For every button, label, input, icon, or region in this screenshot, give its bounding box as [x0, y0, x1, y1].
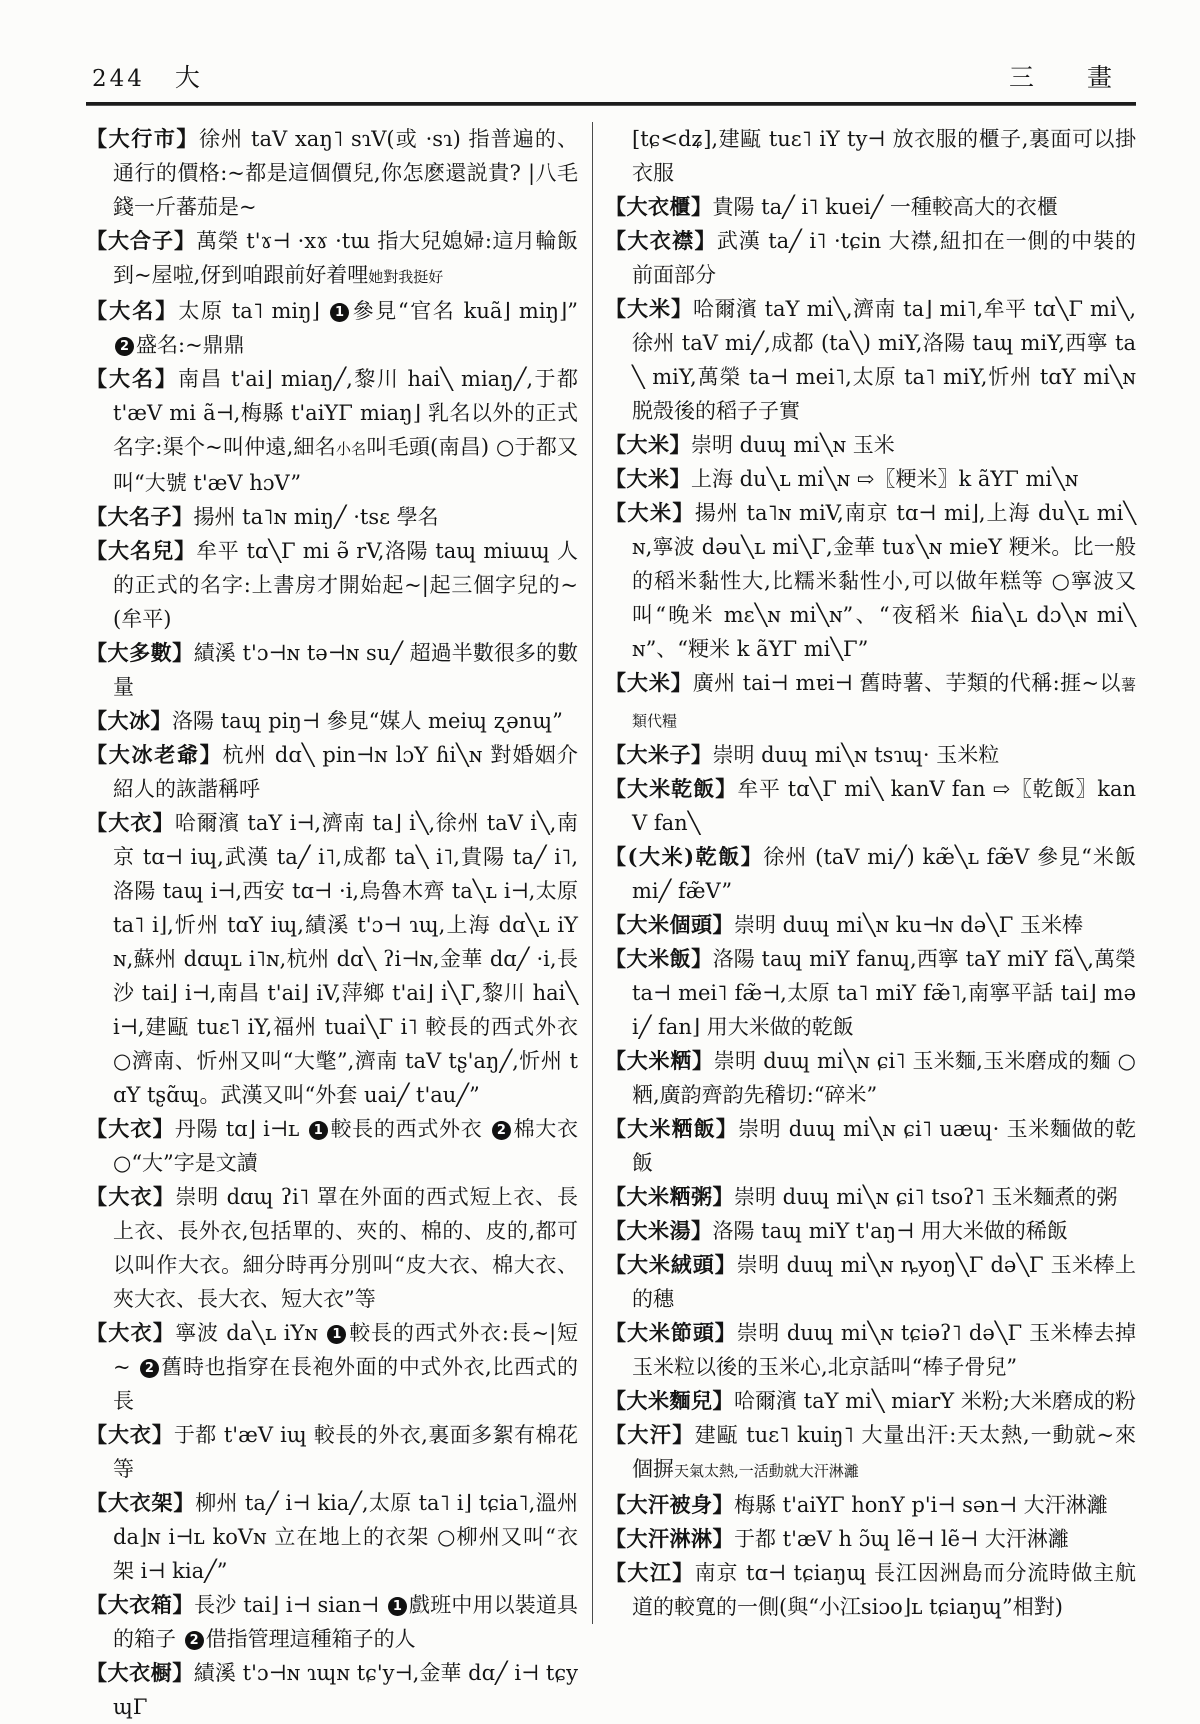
- dict-entry: [605, 1556, 1136, 1624]
- entry-headword: 【大米麵兒】: [605, 1388, 734, 1413]
- circled-number: 2: [185, 1631, 204, 1650]
- entry-headword: 【大名】: [86, 298, 179, 323]
- entry-body-text: 牟平 tɑ╲Γ mi ə̃ rV,洛陽 taɰ miɯɰ 人的正式的名字:上書房才開始起~|起三個字兒的~(牟平): [113, 539, 578, 631]
- entry-headword: 【大米】: [605, 296, 693, 321]
- dict-entry: [605, 1248, 1136, 1316]
- dict-entry: [86, 362, 578, 500]
- entry-small-note: 她對我挺好: [368, 268, 444, 286]
- entry-headword: 【大米粞飯】: [605, 1116, 739, 1141]
- entry-body-text: 揚州 ta˥ɴ miV,南京 tɑ⊣ mi⌋,上海 du╲ʟ mi╲ɴ,寧波 dəu╲ʟ mi╲Γ,金華 tuɤ╲ɴ mieY 粳米。比一般的稻米黏性大,比糯米黏性小,可以做年糕等 ○寧波又叫“晚米 mɛ╲ɴ mi╲ɴ”、“夜稻米 ɦia╲ʟ dɔ╲ɴ mi╲ɴ”、“粳米 k ãYΓ mi╲Γ”: [632, 501, 1136, 661]
- entry-body-text: 崇明 duɰ mi╲ɴ ɕi˥ 玉米麵,玉米磨成的麵 ○粞,廣韵齊韵先稽切:“碎米”: [632, 1049, 1136, 1107]
- entry-headword: 【大衣】: [86, 1320, 176, 1345]
- entry-headword: 【大衣橱】: [86, 1660, 194, 1685]
- entry-body-text: 哈爾濱 taY i⊣,濟南 ta⌋ i╲,徐州 taV i╲,南京 tɑ⊣ iɰ,武漢 ta╱ i˥,成都 ta╲ i˥,貴陽 ta╱ i˥,洛陽 taɰ i⊣,西安 tɑ⊣ ·i,烏魯木齊 ta╲ʟ i⊣,太原 ta˥ i⌋,忻州 tɑY iɰ,績溪 t'ɔ⊣ ɿɰ,上海 dɑ╲ʟ iYɴ,蘇州 dɑɰʟ i˥ɴ,杭州 dɑ╲ ʔi⊣ɴ,金華 dɑ╱ ·i,長沙 tai⌋ i⊣,南昌 t'ai⌋ iV,萍鄉 t'ai⌋ i╲Γ,黎川 hai╲ i⊣,建甌 tuɛ˥ iY,福州 tuai╲Γ i˥ 較長的西式外衣 ○濟南、忻州又叫“大氅”,濟南 taV tʂ'aŋ╱,忻州 tɑY tʂɑ̃ɰ。武漢又叫“外套 uai╱ t'au╱”: [113, 811, 579, 1107]
- entry-headword: 【大冰老爺】: [86, 742, 223, 767]
- entry-body-text: 廣州 tai⊣ mɐi⊣ 舊時薯、芋類的代稱:捱~以: [692, 671, 1121, 695]
- entry-headword: 【大多數】: [86, 640, 194, 665]
- entry-body-text: 梅縣 t'aiYΓ honY p'i⊣ sən⊣ 大汗淋灕: [734, 1493, 1108, 1517]
- entry-body-text: 哈爾濱 taY mi╲ miarY 米粉;大米磨成的粉: [734, 1389, 1136, 1413]
- entry-body-text: 崇明 duɰ mi╲ɴ ȵyoŋ╲Γ də╲Γ 玉米棒上的穗: [632, 1253, 1137, 1311]
- entry-headword: 【大米】: [605, 500, 695, 525]
- entry-headword: 【大米】: [605, 432, 691, 457]
- entry-body-text: 于都 t'æV h ɔ̃ɰ lẽ⊣ lẽ⊣ 大汗淋灕: [734, 1527, 1069, 1551]
- entry-body-text: 崇明 duɰ mi╲ɴ tsɿɰ· 玉米粒: [712, 743, 1000, 767]
- entry-headword: 【大衣】: [86, 1116, 175, 1141]
- entry-body-text: 萬榮 t'ɤ⊣ ·xɤ ·tɯ 指大兒媳婦:這月輪飯到~屋啦,伢到咱跟前好着哩: [113, 229, 579, 287]
- dict-entry: [86, 122, 578, 224]
- entry-headword: 【大冰】: [86, 708, 172, 733]
- dict-entry: [86, 1418, 578, 1486]
- entry-headword: 【大米】: [605, 670, 693, 695]
- entry-headword: 【大名兒】: [86, 538, 197, 563]
- dict-entry: [86, 636, 578, 704]
- dict-entry: [605, 942, 1136, 1044]
- circled-number: 1: [327, 1325, 346, 1344]
- dict-entry: [86, 224, 578, 294]
- dict-entry: [605, 496, 1136, 666]
- entry-body-text: 丹陽 tɑ⌋ i⊣ʟ 1 較長的西式外衣 2 棉大衣 ○“大”字是文讀: [113, 1117, 579, 1175]
- entry-headword: 【大汗被身】: [605, 1492, 734, 1517]
- entry-body-text: 杭州 dɑ╲ pin⊣ɴ lɔY ɦi╲ɴ 對婚姻介紹人的詼諧稱呼: [113, 743, 578, 801]
- dict-entry: [86, 1112, 578, 1180]
- entry-headword: 【大合子】: [86, 228, 197, 253]
- dict-entry: [605, 1418, 1136, 1488]
- right-column: [592, 122, 1136, 1624]
- dict-entry: [605, 1180, 1136, 1214]
- dict-entry: [605, 1112, 1136, 1180]
- circled-number: 2: [140, 1359, 159, 1378]
- dict-entry: [86, 806, 578, 1112]
- circled-number: 1: [309, 1121, 328, 1140]
- entry-body-text: 崇明 duɰ mi╲ɴ ɕi˥ uæɰ· 玉米麵做的乾飯: [632, 1117, 1137, 1175]
- entry-body-text: 牟平 tɑ╲Γ mi╲ kanV fan ⇨〖乾飯〗kanV fan╲: [632, 777, 1136, 835]
- entry-headword: 【大衣】: [86, 810, 175, 835]
- entry-body-text: 柳州 ta╱ i⊣ kia╱,太原 ta˥ i⌋ tɕia˥,溫州 da⌋ɴ i⊣ʟ koVɴ 立在地上的衣架 ○柳州又叫“衣架 i⊣ kia╱”: [113, 1491, 579, 1583]
- dict-entry: [86, 1180, 578, 1316]
- dict-entry: [86, 294, 578, 362]
- entry-headword: 【大汗】: [605, 1422, 695, 1447]
- entry-body-text: 哈爾濱 taY mi╲,濟南 ta⌋ mi˥,牟平 tɑ╲Γ mi╲,徐州 taV mi╱,成都 (ta╲) miY,洛陽 taɰ miY,西寧 ta╲ miY,萬榮 ta⊣ mei˥,太原 ta˥ miY,忻州 tɑY mi╲ɴ 脱殼後的稻子子實: [632, 297, 1136, 423]
- entry-headword: 【(大米)乾飯】: [605, 844, 764, 869]
- entry-headword: 【大米乾飯】: [605, 776, 738, 801]
- entry-body-text: 崇明 duɰ mi╲ɴ tɕiəʔ˥ də╲Γ 玉米棒去掉玉米粒以後的玉米心,北京話叫“棒子骨兒”: [632, 1321, 1137, 1379]
- entry-headword: 【大米子】: [605, 742, 713, 767]
- entry-headword: 【大米個頭】: [605, 912, 734, 937]
- dict-entry: [86, 1588, 578, 1656]
- entry-headword: 【大行市】: [86, 126, 200, 151]
- entry-body-text: 上海 du╲ʟ mi╲ɴ ⇨〖粳米〗k ãYΓ mi╲ɴ: [691, 467, 1079, 491]
- header-left: [92, 58, 200, 94]
- dict-entry: [605, 462, 1136, 496]
- entry-small-note: 小名: [335, 440, 367, 458]
- dict-entry: [86, 738, 578, 806]
- entry-body-text: 貴陽 ta╱ i˥ kuei╱ 一種較高大的衣櫃: [712, 195, 1058, 219]
- dict-entry: [605, 1316, 1136, 1384]
- entry-headword: 【大衣】: [86, 1184, 176, 1209]
- entry-small-note: 薯類代糧: [632, 676, 1136, 730]
- entry-headword: 【大衣架】: [86, 1490, 196, 1515]
- entry-headword: 【大米】: [605, 466, 691, 491]
- entry-headword: 【大名子】: [86, 504, 194, 529]
- entry-body-text: 南昌 t'ai⌋ miaŋ╱,黎川 hai╲ miaŋ╱,于都 t'æV mi ã⊣,梅縣 t'aiYΓ miaŋ⌋ 乳名以外的正式名字:渠个~叫仲遠,細名: [113, 367, 578, 459]
- entry-headword: 【大米節頭】: [605, 1320, 737, 1345]
- entry-headword: 【大名】: [86, 366, 178, 391]
- entry-body-text: 崇明 dɑɰ ʔi˥ 罩在外面的西式短上衣、長上衣、長外衣,包括單的、夾的、棉的、皮的,都可以叫作大衣。細分時再分別叫“皮大衣、棉大衣、夾大衣、長大衣、短大衣”等: [113, 1185, 579, 1311]
- dict-entry: [605, 738, 1136, 772]
- entry-headword: 【大衣襟】: [605, 228, 717, 253]
- entry-headword: 【大江】: [605, 1560, 695, 1585]
- entry-headword: 【大米絨頭】: [605, 1252, 737, 1277]
- entry-body-text: 寧波 da╲ʟ iYɴ 1 較長的西式外衣:長~|短~ 2 舊時也指穿在長袍外面的中式外衣,比西式的長: [113, 1321, 579, 1413]
- dict-entry: [605, 666, 1136, 738]
- entry-body-text: [tɕ<dʑ],建甌 tuɛ˥ iY ty⊣ 放衣服的櫃子,裏面可以掛衣服: [632, 127, 1136, 185]
- entry-small-note: 天氣太熱,一活動就大汗淋灕: [674, 1462, 859, 1480]
- dict-entry: [605, 772, 1136, 840]
- circled-number: 1: [330, 303, 349, 322]
- entry-body-text: 叫毛頭(南昌) ○于都又叫“大號 t'æV hɔV”: [113, 435, 578, 495]
- dict-entry: [605, 1384, 1136, 1418]
- dict-entry: [605, 224, 1136, 292]
- entry-headword: 【大米湯】: [605, 1218, 713, 1243]
- entry-headword: 【大衣】: [86, 1422, 174, 1447]
- dictionary-columns: [86, 122, 1136, 1724]
- dict-entry: [86, 704, 578, 738]
- entry-body-text: 徐州 taV xaŋ˥ sɿV(或 ·sɿ) 指普遍的、通行的價格:~都是這個價兒,你怎麽還説貴? |八毛錢一斤蕃茄是~: [113, 127, 578, 219]
- entry-body-text: 長沙 tai⌋ i⊣ sian⊣ 1 戲班中用以裝道具的箱子 2 借指管理這種箱子的人: [113, 1593, 578, 1651]
- dict-entry: [86, 1656, 578, 1724]
- entry-body-text: 太原 ta˥ miŋ⌋ 1 參見“官名 kuã⌋ miŋ⌋” 2 盛名:~鼎鼎: [113, 299, 578, 357]
- entry-body-text: 績溪 t'ɔ⊣ɴ ɿɰɴ tɕ'y⊣,金華 dɑ╱ i⊣ tɕyɰΓ: [113, 1661, 578, 1719]
- entry-body-text: 徐州 (taV mi╱) kæ̃╲ʟ fæ̃V 參見“米飯 mi╱ fæ̃V”: [632, 845, 1136, 903]
- entry-body-text: 崇明 duɰ mi╲ɴ ɕi˥ tsoʔ˥ 玉米麵煮的粥: [734, 1185, 1118, 1209]
- dict-entry: [605, 292, 1136, 428]
- dict-entry: [605, 908, 1136, 942]
- stroke-count-label: 三 畫: [1008, 63, 1126, 92]
- entry-headword: 【大米粞粥】: [605, 1184, 734, 1209]
- entry-body-text: 洛陽 taɰ piŋ⊣ 參見“媒人 meiɰ ʐənɰ”: [172, 709, 563, 733]
- entry-headword: 【大衣箱】: [86, 1592, 195, 1617]
- circled-number: 2: [492, 1121, 511, 1140]
- dict-entry: [605, 1522, 1136, 1556]
- dict-entry: [605, 190, 1136, 224]
- entry-body-text: 洛陽 taɰ miY fanɰ,西寧 taY miY fã╲,萬榮 ta⊣ mei˥ fæ̃⊣,太原 ta˥ miY fæ̃˥,南寧平話 tai⌋ məi╱ fan⌋ 用大米做的乾飯: [632, 947, 1137, 1039]
- dict-entry: [605, 1488, 1136, 1522]
- dict-entry: [86, 534, 578, 636]
- dict-entry: [605, 1214, 1136, 1248]
- dict-entry: [605, 840, 1136, 908]
- entry-headword: 【大汗淋淋】: [605, 1526, 734, 1551]
- page-header: [86, 58, 1136, 102]
- dict-entry: [86, 1316, 578, 1418]
- entry-headword: 【大衣櫃】: [605, 194, 713, 219]
- dict-entry: [605, 122, 1136, 190]
- dict-entry: [605, 428, 1136, 462]
- entry-body-text: 績溪 t'ɔ⊣ɴ tə⊣ɴ su╱ 超過半數很多的數量: [113, 641, 579, 699]
- entry-body-text: 崇明 duɰ mi╲ɴ 玉米: [691, 433, 895, 457]
- entry-body-text: 武漢 ta╱ i˥ ·tɕin 大襟,紐扣在一側的中裝的前面部分: [632, 229, 1137, 287]
- entry-body-text: 崇明 duɰ mi╲ɴ ku⊣ɴ də╲Γ 玉米棒: [734, 913, 1084, 937]
- header-rule: [86, 102, 1136, 106]
- entry-body-text: 揚州 ta˥ɴ miŋ╱ ·tsɛ 學名: [193, 505, 439, 529]
- dict-entry: [86, 1486, 578, 1588]
- page-number: 244: [92, 66, 145, 92]
- entry-headword: 【大米粞】: [605, 1048, 714, 1073]
- entry-body-text: 南京 tɑ⊣ tɕiaŋɰ 長江因洲島而分流時做主航道的較寬的一側(與“小江siɔo⌋ʟ tɕiaŋɰ”相對): [632, 1561, 1137, 1619]
- entry-body-text: 于都 t'æV iɰ 較長的外衣,裏面多絮有棉花等: [113, 1423, 579, 1481]
- section-character: 大: [174, 63, 200, 92]
- entry-body-text: 建甌 tuɛ˥ kuiŋ˥ 大量出汗:天太熱,一動就~來個摒: [632, 1423, 1137, 1481]
- dict-entry: [86, 500, 578, 534]
- entry-body-text: 洛陽 taɰ miY t'aŋ⊣ 用大米做的稀飯: [712, 1219, 1068, 1243]
- circled-number: 2: [115, 337, 134, 356]
- entry-headword: 【大米飯】: [605, 946, 713, 971]
- dict-entry: [605, 1044, 1136, 1112]
- circled-number: 1: [388, 1597, 407, 1616]
- left-column: [86, 122, 578, 1724]
